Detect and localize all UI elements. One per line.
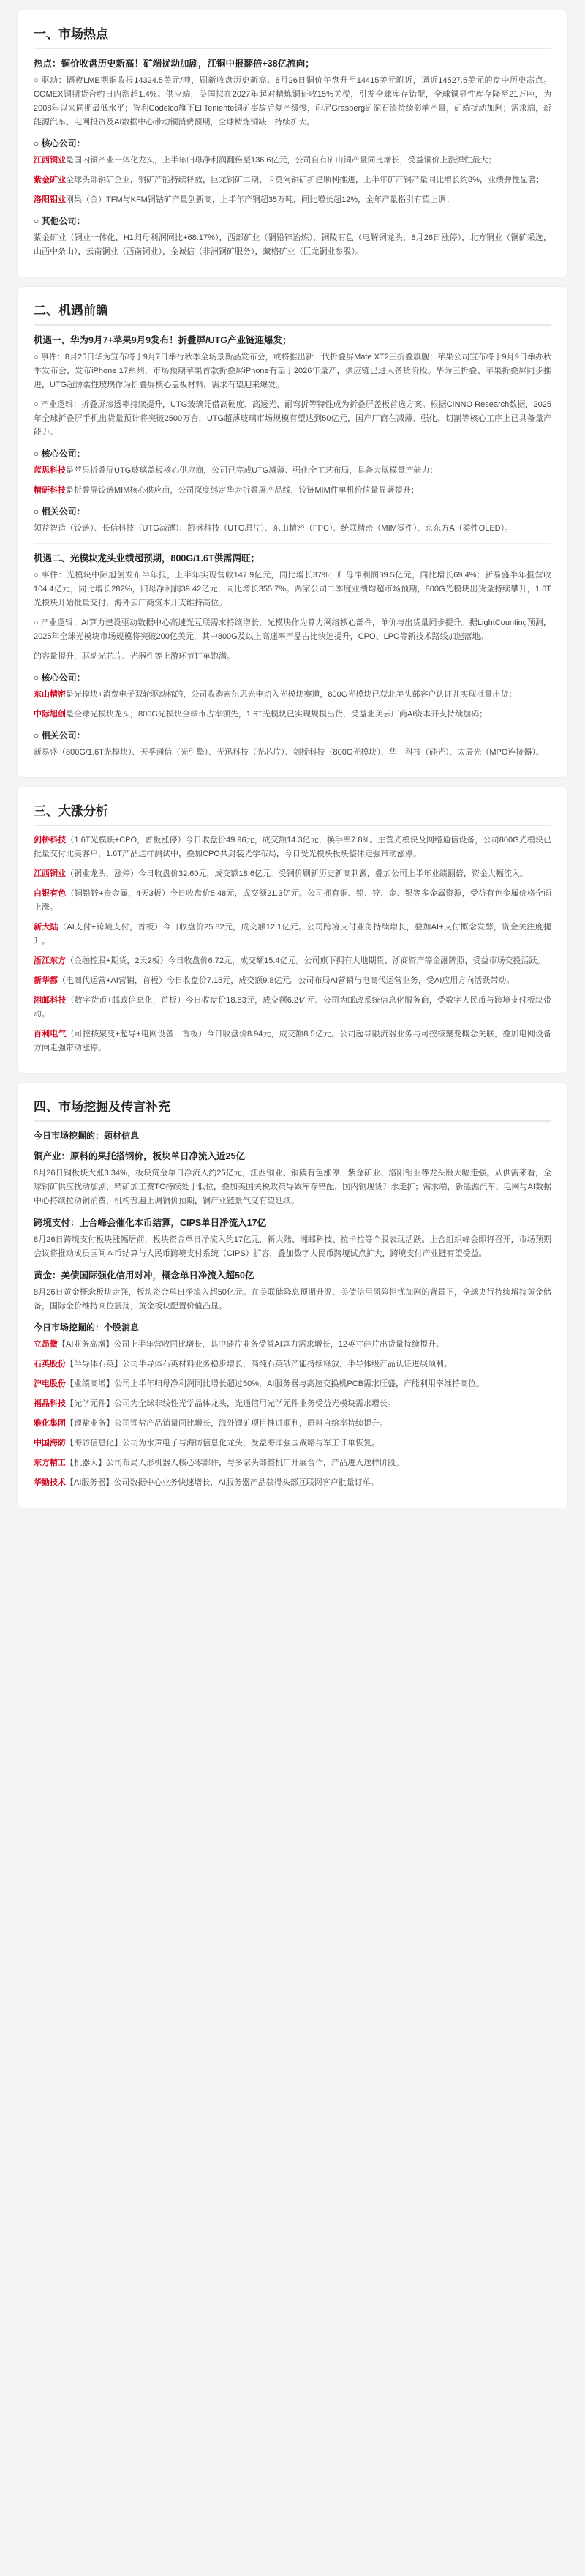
other-companies-label: ○ 其他公司： — [34, 216, 86, 226]
list-item — [34, 1437, 551, 1450]
event-paragraph: ○ 事件：8月25日华为宣布将于9月7日举行秋季全场景新品发布会，或将推出新一代折叠屏Mate XT2三折叠旗舰；苹果公司宣布将于9月9日举办秋季发布会，发布iPhone 17系列，市场预期苹果首款折叠屏iPhone有望于2026年量产，供应链已进入备货阶段。华为三折叠、苹果折叠屏同步推进，UTG超薄柔性玻璃作为折叠屏核心盖板材料，需求有望迎来爆发。 — [34, 353, 551, 389]
list-item — [34, 1397, 551, 1411]
list-item — [34, 954, 551, 968]
stock-name[interactable]: 沪电股份 — [34, 1379, 66, 1388]
section-title: 三、大涨分析 — [34, 798, 551, 826]
related-companies-text: 新易盛（800G/1.6T光模块）、天孚通信（光引擎）、光迅科技（光芯片）、剑桥科技（800G光模块）、华工科技（硅光）、太辰光（MPO连接器）。 — [34, 748, 544, 757]
stock-name[interactable]: 福晶科技 — [34, 1399, 66, 1408]
opportunity-title: 机遇一、华为9月7+苹果9月9发布！折叠屏/UTG产业链迎爆发； — [34, 335, 292, 345]
related-companies-label: ○ 相关公司： — [34, 730, 86, 741]
stock-desc: 【AI服务器】公司数据中心业务快速增长，AI服务器产品获得头部互联网客户批量订单。 — [66, 1478, 379, 1487]
core-companies-label: ○ 核心公司： — [34, 138, 86, 149]
company-paragraph — [34, 708, 551, 722]
section-title: 四、市场挖掘及传言补充 — [34, 1093, 551, 1122]
stock-name[interactable]: 东方精工 — [34, 1459, 66, 1467]
company-desc: 全球头部铜矿企业，铜矿产能持续释放，巨龙铜矿二期、卡莫阿铜矿扩建顺利推进，上半年矿产铜产量同比增长约8%，业绩弹性显著； — [66, 176, 544, 184]
stock-name[interactable]: 华勤技术 — [34, 1478, 66, 1487]
stock-desc: （铜业龙头，涨停）今日收盘价32.60元，成交额18.6亿元。受铜价刷新历史新高刺激，叠加公司上半年业绩翻倍，资金大幅流入。 — [66, 869, 528, 878]
stock-name[interactable]: 雅化集团 — [34, 1419, 66, 1428]
stock-name[interactable]: 湘邮科技 — [34, 996, 67, 1005]
stock-desc: （金融控股+期货，2天2板）今日收盘价6.72元，成交额15.4亿元。公司旗下拥有大地期货、浙商资产等金融牌照，受益市场交投活跃。 — [66, 956, 546, 965]
company-desc: 是全球光模块龙头，800G光模块全球市占率领先，1.6T光模块已实现规模出货，受益北美云厂商AI资本开支持续加码； — [66, 710, 488, 719]
logic-paragraph-cont: 的容量提升，驱动光芯片、光器件等上游环节订单饱满。 — [34, 652, 235, 661]
stock-desc: 【锂盐业务】公司锂盐产品销量同比增长，海外锂矿项目推进顺利，原料自给率持续提升。 — [66, 1419, 388, 1428]
company-name[interactable]: 东山精密 — [34, 690, 66, 699]
company-desc: 是苹果折叠屏UTG玻璃盖板核心供应商，公司已完成UTG减薄、强化全工艺布局，具备大规模量产能力； — [66, 466, 438, 475]
list-item — [34, 1417, 551, 1431]
core-companies-label: ○ 核心公司： — [34, 673, 86, 683]
stock-desc: 【业绩高增】公司上半年归母净利润同比增长超过50%，AI服务器与高速交换机PCB需求旺盛，产能利用率维持高位。 — [66, 1379, 485, 1388]
other-companies-text: 紫金矿业（铜业一体化，H1归母利润同比+68.17%），西部矿业（铜铅锌冶炼），铜陵有色（电解铜龙头，8月26日涨停），北方铜业（铜矿采选，山西中条山），云南铜业（西南铜业），金诚信（非洲铜矿服务），藏格矿业（巨龙铜业参股）。 — [34, 233, 551, 256]
company-paragraph — [34, 688, 551, 702]
stock-desc: （可控核聚变+超导+电网设备，首板）今日收盘价8.94元，成交额8.5亿元。公司超导限流器业务与可控核聚变概念关联，叠加电网设备方向走强带动涨停。 — [34, 1030, 552, 1052]
section-market-hotspot — [18, 10, 567, 277]
stock-name[interactable]: 剑桥科技 — [34, 836, 67, 845]
stock-desc: 【半导体石英】公司半导体石英材料业务稳步增长，高纯石英砂产能持续释放，半导体级产品认证进展顺利。 — [66, 1360, 452, 1368]
company-desc: 是国内铜产业一体化龙头，上半年归母净利润翻倍至136.6亿元，公司自有矿山铜产量同比增长，受益铜价上涨弹性最大； — [66, 156, 497, 165]
company-desc: 是折叠屏铰链MIM核心供应商，公司深度绑定华为折叠屏产品线，铰链MIM件单机价值量显著提升； — [66, 486, 419, 495]
stock-desc: （AI支付+跨境支付，首板）今日收盘价25.82元，成交额12.1亿元。公司跨境支付业务持续增长，叠加AI+支付概念发酵，资金关注度提升。 — [34, 923, 551, 946]
list-item — [34, 1476, 551, 1490]
theme-title: 黄金：美债国际强化信用对冲，概念单日净流入超50亿 — [34, 1270, 254, 1281]
company-name[interactable]: 洛阳钼业 — [34, 195, 66, 204]
company-paragraph — [34, 484, 551, 498]
divider — [34, 543, 551, 544]
list-item — [34, 974, 551, 988]
stock-name[interactable]: 白银有色 — [34, 889, 67, 898]
theme-title: 跨境支付：上合峰会催化本币结算，CIPS单日净流入17亿 — [34, 1218, 267, 1228]
section-market-mining — [18, 1083, 567, 1508]
stock-name[interactable]: 新大陆 — [34, 923, 59, 932]
section-opportunities — [18, 287, 567, 777]
event-paragraph: ○ 事件：光模块中际旭创发布半年报，上半年实现营收147.9亿元，同比增长37%；归母净利润39.5亿元，同比增长69.4%；新易盛半年报营收104.4亿元，同比增长282%，归母净利润39.42亿元，同比增长355.7%。两家公司二季度业绩均超市场预期，800G光模块出货量持续攀升，1.6T光模块开始批量交付，海外云厂商资本开支维持高位。 — [34, 571, 551, 607]
list-item — [34, 1358, 551, 1371]
list-item — [34, 994, 551, 1022]
stock-name[interactable]: 中国海防 — [34, 1439, 66, 1448]
stock-name[interactable]: 江西铜业 — [34, 869, 66, 878]
company-name[interactable]: 江西铜业 — [34, 156, 66, 165]
company-paragraph — [34, 154, 551, 168]
related-companies-label: ○ 相关公司： — [34, 506, 86, 517]
theme-title: 铜产业：原料的果托搭钢价，板块单日净流入近25亿 — [34, 1151, 245, 1161]
stock-name[interactable]: 浙江东方 — [34, 956, 66, 965]
list-item — [34, 1338, 551, 1352]
list-item — [34, 1456, 551, 1470]
company-desc: 是光模块+消费电子双轮驱动标的，公司收购索尔思光电切入光模块赛道，800G光模块已获北美头部客户认证并实现批量出货； — [66, 690, 517, 699]
theme-paragraph: 8月26日跨境支付板块涨幅居前，板块资金单日净流入约17亿元，新大陆、湘邮科技、拉卡拉等个股表现活跃。上合组织峰会即将召开，市场预期会议将推动成员国间本币结算与人民币跨境支付系统（CIPS）扩容，叠加数字人民币跨境试点扩大，跨境支付产业链有望受益。 — [34, 1235, 551, 1258]
stock-desc: 【海防信息化】公司为水声电子与海防信息化龙头，受益海洋强国战略与军工订单恢复。 — [66, 1439, 380, 1448]
company-paragraph — [34, 173, 551, 187]
list-item — [34, 867, 551, 881]
hotspot-headline: 热点：铜价收盘历史新高！矿端扰动加剧，江铜中报翻倍+38亿流向； — [34, 59, 314, 69]
list-item — [34, 834, 551, 861]
company-name[interactable]: 蓝思科技 — [34, 466, 66, 475]
stock-name[interactable]: 新华都 — [34, 976, 58, 985]
stock-desc: 【机器人】公司布局人形机器人核心零部件，与多家头部整机厂开展合作，产品进入送样阶段。 — [66, 1459, 404, 1467]
stock-name[interactable]: 百利电气 — [34, 1030, 67, 1038]
report-page — [18, 0, 567, 1508]
list-item — [34, 1377, 551, 1391]
related-companies-text: 领益智造（铰链）、长信科技（UTG减薄）、凯盛科技（UTG原片）、东山精密（FPC）、统联精密（MIM零件）、京东方A（柔性OLED）。 — [34, 524, 513, 533]
stock-desc: （数字货币+邮政信息化，首板）今日收盘价18.63元，成交额6.2亿元。公司为邮政系统信息化服务商，受数字人民币与跨境支付板块带动。 — [34, 996, 551, 1019]
driver-paragraph: ○ 驱动：隔夜LME期铜收报14324.5美元/吨，刷新收盘历史新高。8月26日铜价午盘升至14415美元附近，逼近14527.5美元的盘中历史高点。COMEX铜期货合约日内涨超1.4%。供应端，美国拟在2027年起对精炼铜征收15%关税，引发全球库存错配，全球铜显性库存降至21万吨，为2008年以来同期最低水平；智利Codelco旗下El Teniente铜矿事故后复产缓慢，印尼Grasberg矿泥石流持续影响产量，矿端扰动加剧；需求端，新能源汽车、电网投资及AI数据中心带动铜消费预期，全球精炼铜缺口持续扩大。 — [34, 76, 551, 127]
theme-paragraph: 8月26日黄金概念板块走强，板块资金单日净流入超50亿元。在美联储降息预期升温、美债信用风险担忧加剧的背景下，全球央行持续增持黄金储备，国际金价维持高位震荡，黄金板块配置价值凸显。 — [34, 1288, 551, 1311]
stock-name[interactable]: 石英股份 — [34, 1360, 66, 1368]
stock-desc: （铜铅锌+贵金属，4天3板）今日收盘价5.48元，成交额21.3亿元。公司拥有铜、铅、锌、金、银等多金属资源，受益有色金属价格全面上涨。 — [34, 889, 552, 912]
list-item — [34, 887, 551, 915]
logic-paragraph: ○ 产业逻辑：AI算力建设驱动数据中心高速光互联需求持续增长，光模块作为算力网络核心部件，单价与出货量同步提升。据LightCounting预测，2025年全球光模块市场规模将突破200亿美元，其中800G及以上高速率产品占比快速提升，CPO、LPO等新技术路线加速落地。 — [34, 618, 551, 641]
company-paragraph — [34, 464, 551, 478]
opportunity-title: 机遇二、光模块龙头业绩超预期，800G/1.6T供需两旺； — [34, 553, 260, 564]
company-name[interactable]: 精研科技 — [34, 486, 66, 495]
stock-name[interactable]: 立昂微 — [34, 1340, 58, 1349]
company-paragraph — [34, 193, 551, 207]
list-item — [34, 1027, 551, 1055]
section-title: 一、市场热点 — [34, 20, 551, 49]
theme-paragraph: 8月26日铜板块大涨3.34%，板块资金单日净流入约25亿元，江西铜业、铜陵有色涨停，紫金矿业、洛阳钼业等龙头股大幅走强。从供需来看，全球铜矿供应扰动加剧，精矿加工费TC持续处于低位，叠加美国关税政策导致库存错配，国内铜现货升水走扩；需求端，新能源汽车、电网与AI数据中心持续拉动铜消费，机构普遍上调铜价预期，铜产业链景气度有望延续。 — [34, 1169, 551, 1205]
company-name[interactable]: 紫金矿业 — [34, 176, 66, 184]
stock-desc: 【光学元件】公司为全球非线性光学晶体龙头，光通信用光学元件业务受益光模块需求增长。 — [66, 1399, 396, 1408]
company-desc: 刚果（金）TFM与KFM铜钴矿产量创新高，上半年产铜超35万吨，同比增长超12%，全年产量指引有望上调； — [66, 195, 455, 204]
lead-label: 今日市场挖掘的：题材信息 — [34, 1131, 140, 1141]
stock-desc: 【AI业务高增】公司上半年营收同比增长，其中硅片业务受益AI算力需求增长，12英寸硅片出货量持续提升。 — [58, 1340, 445, 1349]
stock-desc: （电商代运营+AI营销，首板）今日收盘价7.15元，成交额9.8亿元。公司布局AI营销与电商代运营业务，受AI应用方向活跃带动。 — [58, 976, 515, 985]
list-item — [34, 921, 551, 948]
core-companies-label: ○ 核心公司： — [34, 449, 86, 459]
stock-desc: （1.6T光模块+CPO，首板涨停）今日收盘价49.96元，成交额14.3亿元，换手率7.8%。主营光模块及网络通信设备，公司800G光模块已批量交付北美客户，1.6T产品送样测试中，叠加CPO共封装光学布局，今日受光模块板块整体走强带动涨停。 — [34, 836, 552, 858]
section-title: 二、机遇前瞻 — [34, 297, 551, 326]
section-surge-analysis — [18, 787, 567, 1073]
logic-paragraph: ○ 产业逻辑：折叠屏渗透率持续提升，UTG玻璃凭借高硬度、高透光、耐弯折等特性成为折叠屏盖板首选方案。根据CINNO Research数据，2025年全球折叠屏手机出货量预计将突破2500万台，UTG超薄玻璃市场规模有望达到50亿元，国产厂商在减薄、强化、切割等核心工序上已具备量产能力。 — [34, 400, 551, 437]
lead-label: 今日市场挖掘的：个股消息 — [34, 1322, 140, 1333]
company-name[interactable]: 中际旭创 — [34, 710, 66, 719]
